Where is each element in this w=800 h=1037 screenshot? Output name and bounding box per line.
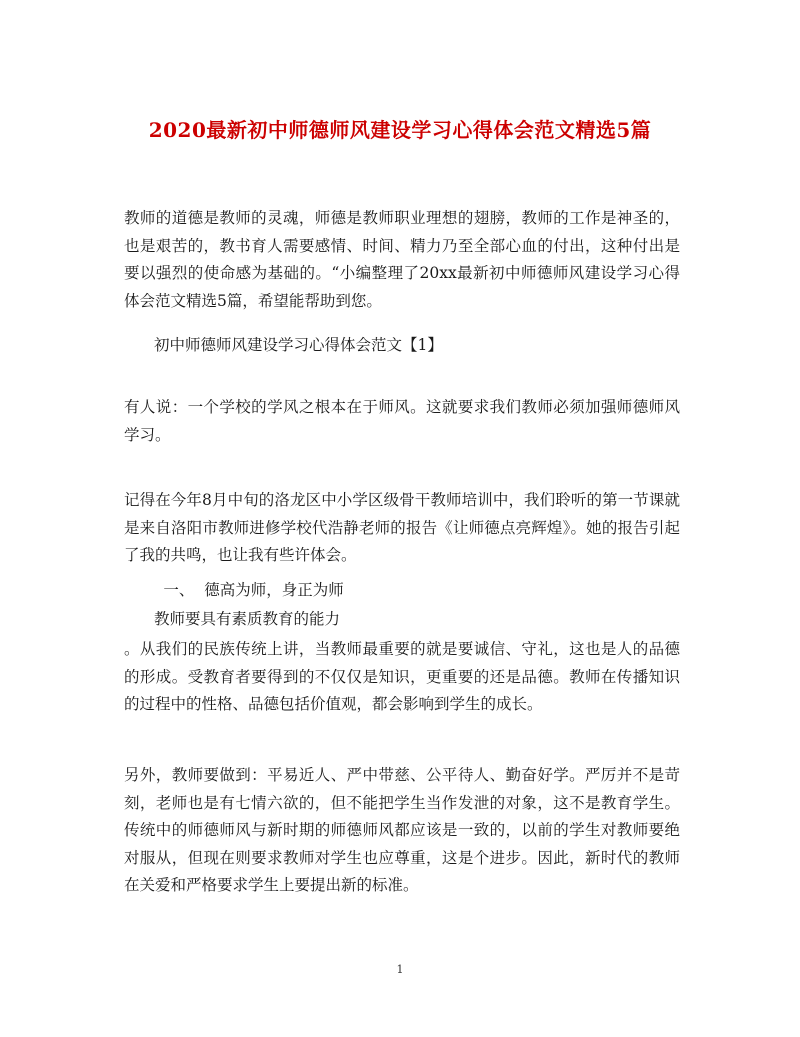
page-number: 1 bbox=[396, 963, 404, 976]
paragraph-4: 另外，教师要做到：平易近人、严中带慈、公平待人、勤奋好学。严厉并不是苛刻，老师也是有七情六欲的，但不能把学生当作发泄的对象，这不是教育学生。传统中的师德师风与新时期的师德师风都应该是一致的，以前的学生对教师要绝对服从，但现在则要求教师对学生也应尊重，这是个进步。因此，新时代的教师在关爱和严格要求学生上要提出新的标准。 bbox=[124, 766, 680, 894]
section-heading: 初中师德师风建设学习心得体会范文【1】 bbox=[154, 336, 443, 354]
paragraph-2: 记得在今年8月中旬的洛龙区中小学区级骨干教师培训中，我们聆听的第一节课就是来自洛阳市教师进修学校代浩静老师的报告《让师德点亮辉煌》。她的报告引起了我的共鸣，也让我有些许体会。 bbox=[124, 491, 680, 564]
point-heading-1: 一、 德高为师，身正为师 bbox=[124, 581, 344, 599]
point-subheading-1: 教师要具有素质教育的能力 bbox=[154, 610, 341, 628]
paragraph-3: 。从我们的民族传统上讲，当教师最重要的就是要诚信、守礼，这也是人的品德的形成。受教育者要得到的不仅仅是知识，更重要的还是品德。教师在传播知识的过程中的性格、品德包括价值观，都会影响到学生的成长。 bbox=[124, 640, 680, 713]
paragraph-1: 有人说：一个学校的学风之根本在于师风。这就要求我们教师必须加强师德师风学习。 bbox=[124, 398, 680, 444]
intro-paragraph: 教师的道德是教师的灵魂，师德是教师职业理想的翅膀，教师的工作是神圣的，也是艰苦的，教书育人需要感情、时间、精力乃至全部心血的付出，这种付出是要以强烈的使命感为基础的。“小编整理了20xx最新初中师德师风建设学习心得体会范文精选5篇，希望能帮助到您。 bbox=[124, 209, 680, 310]
document-title: 2020最新初中师德师风建设学习心得体会范文精选5篇 bbox=[148, 118, 652, 142]
